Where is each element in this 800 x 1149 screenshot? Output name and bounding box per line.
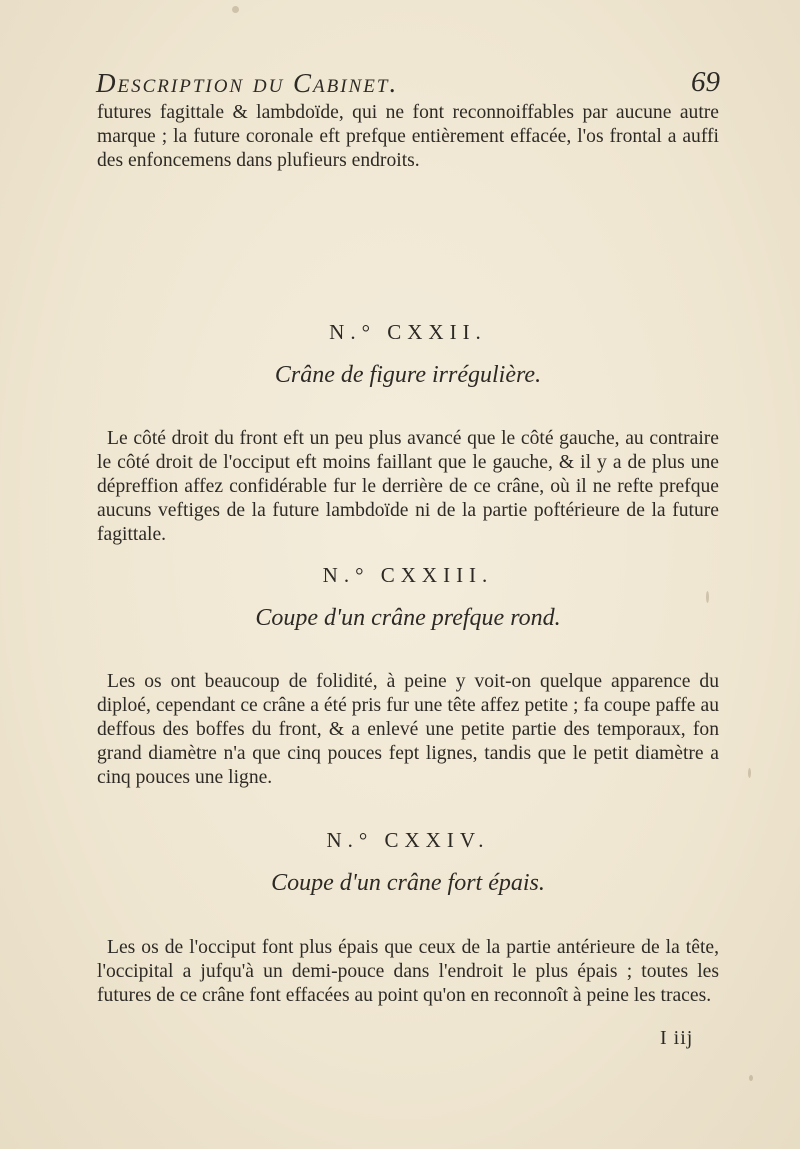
paper-spot <box>232 6 239 13</box>
continuation-paragraph: futures fagittale & lambdoïde, qui ne font reconnoiffables par aucune autre marque ; la future coronale eft prefque entièrement effacée, l'os frontal a auffi des enfoncemens dans plufieurs endroits. <box>97 102 719 171</box>
page-number: 69 <box>691 66 720 98</box>
entry-title-123: Coupe d'un crâne prefque rond. <box>255 605 561 631</box>
entry-number-122: N.° CXXII. <box>329 320 487 344</box>
entry-text-123: Les os ont beaucoup de folidité, à peine y voit-on quelque apparence du diploé, cependant ce crâne a été pris fur une tête affez petite ; fa coupe paffe au deffous des boffes du front, & a enlevé une petite partie des temporaux, fon grand diamètre n'a que cinq pouces fept lignes, tandis que le petit diamètre a cinq pouces une ligne. <box>97 671 719 788</box>
paper-spot <box>706 591 709 603</box>
entry-title-122: Crâne de figure irrégulière. <box>274 362 542 388</box>
entry-number-124: N.° CXXIV. <box>326 828 490 852</box>
entry-number-123: N.° CXXIII. <box>322 563 494 587</box>
running-title: Description du Cabinet. <box>96 68 399 98</box>
paper-spot <box>748 768 751 778</box>
signature-mark: I iij <box>660 1027 694 1049</box>
page-header <box>96 66 720 102</box>
paper-spot <box>749 1075 753 1081</box>
entry-text-124: Les os de l'occiput font plus épais que ceux de la partie antérieure de la tête, l'occipital a jufqu'à un demi-pouce dans l'endroit le plus épais ; toutes les futures de ce crâne font effacées au point qu'on en reconnoît à peine les traces. <box>97 937 719 1006</box>
entry-title-124: Coupe d'un crâne fort épais. <box>271 870 545 896</box>
entry-text-122: Le côté droit du front eft un peu plus avancé que le côté gauche, au contraire le côté droit de l'occiput eft moins faillant que le gauche, & il y a de plus une dépreffion affez confidérable fur le derrière de ce crâne, où il ne refte prefque aucuns veftiges de la future lambdoïde ni de la partie poftérieure de la future fagittale. <box>97 428 719 545</box>
